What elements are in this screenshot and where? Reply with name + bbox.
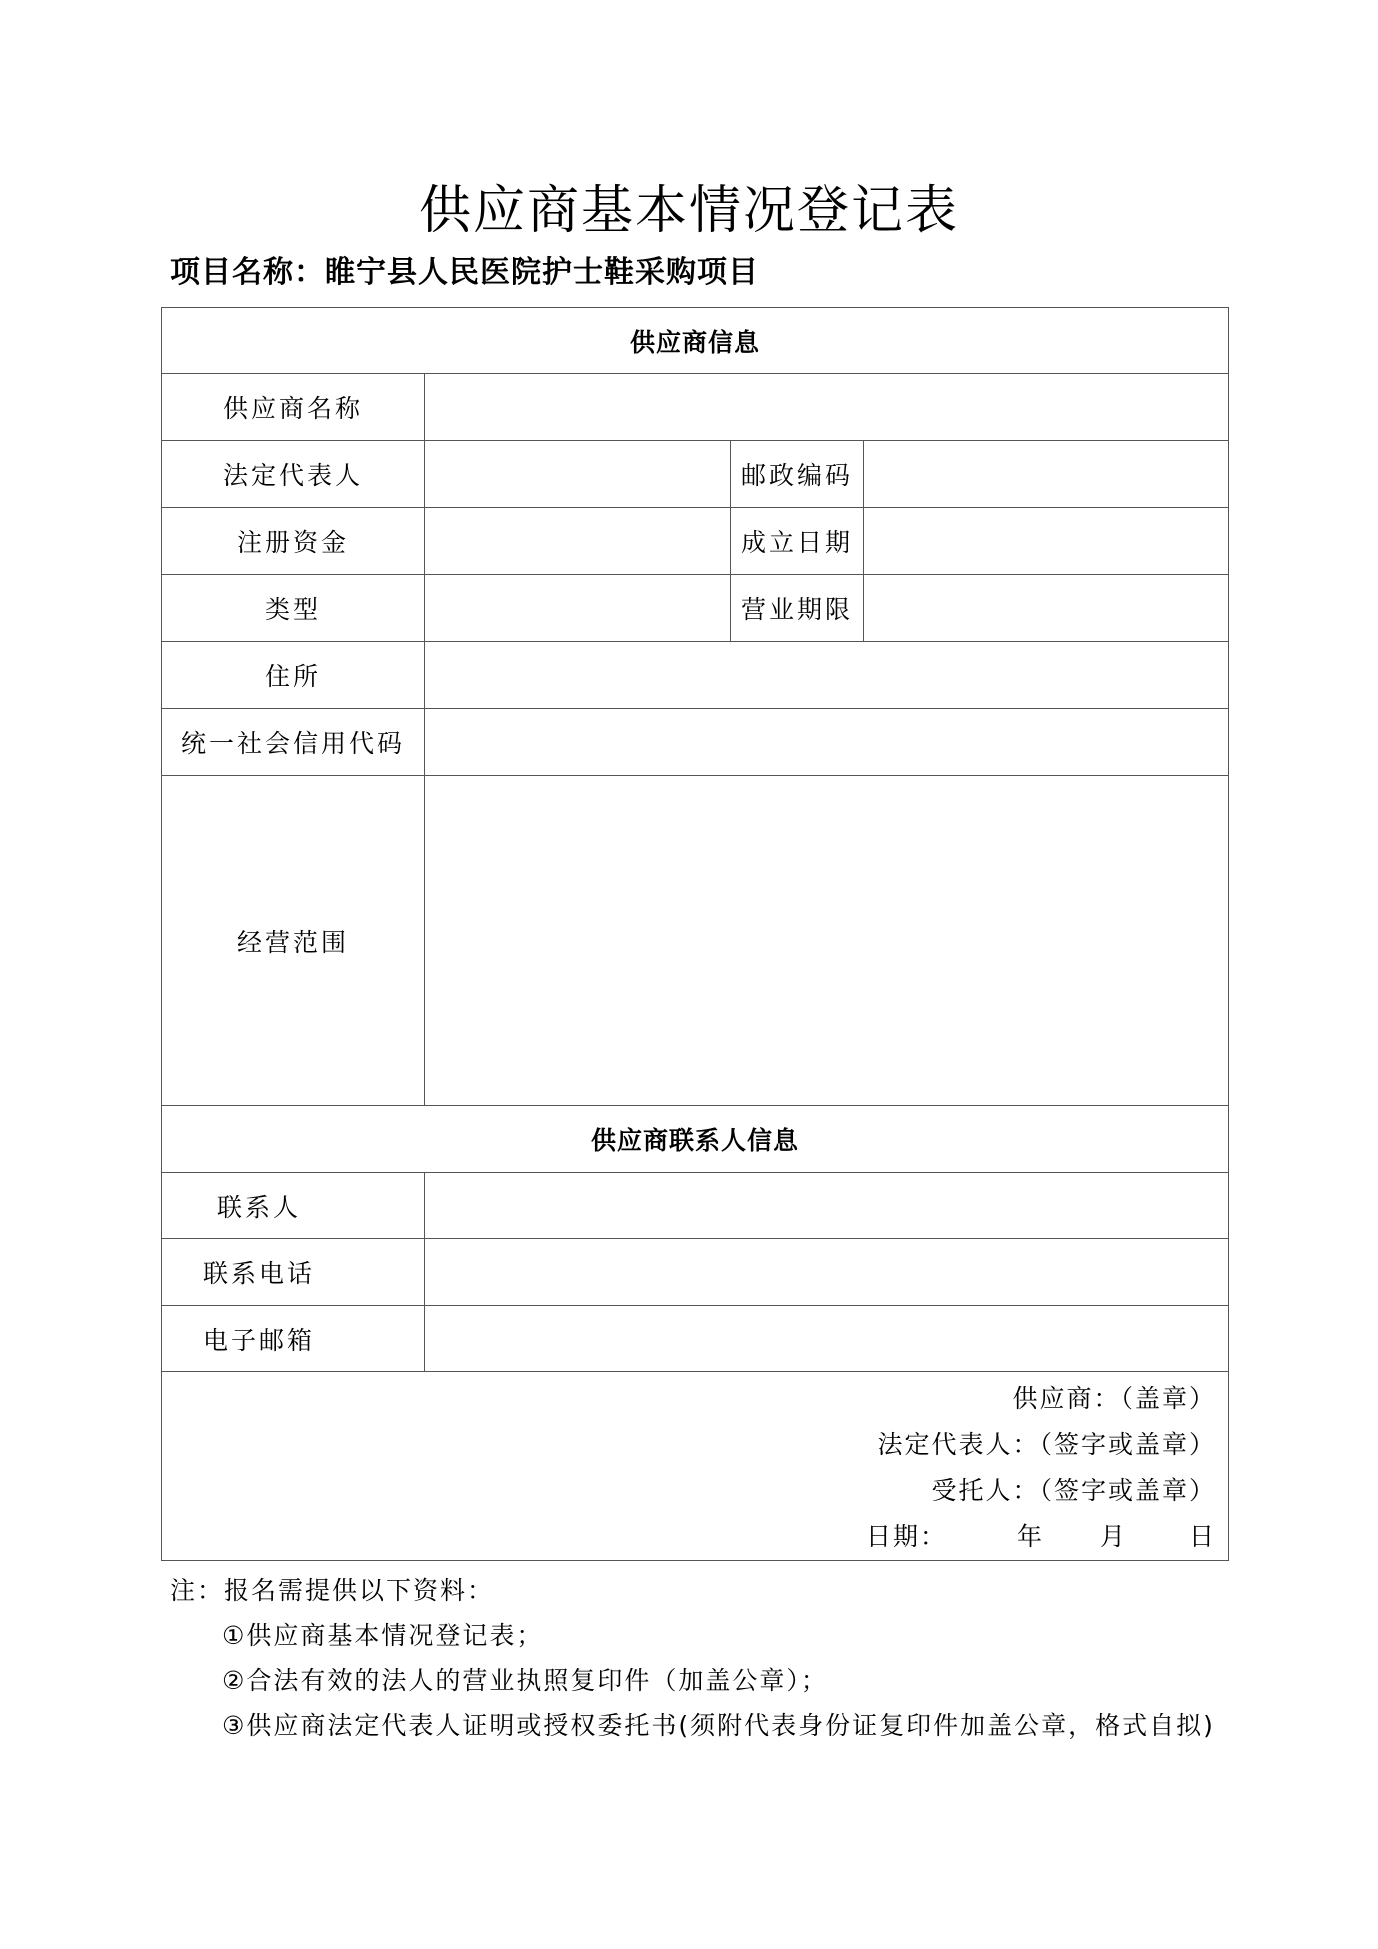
date-line bbox=[162, 1514, 1216, 1560]
date-label: 日期： bbox=[865, 1522, 947, 1551]
project-line bbox=[170, 247, 759, 291]
project-name: 睢宁县人民医院护士鞋采购项目 bbox=[325, 255, 759, 290]
notes-item: ③供应商法定代表人证明或授权委托书(须附代表身份证复印件加盖公章，格式自拟) bbox=[222, 1711, 1215, 1740]
label-legal-rep: 法定代表人 bbox=[162, 441, 425, 508]
postal-code-field[interactable] bbox=[864, 441, 1229, 508]
date-month: 月 bbox=[1099, 1522, 1127, 1551]
supplier-info-header: 供应商信息 bbox=[162, 308, 1229, 374]
contact-info-header: 供应商联系人信息 bbox=[162, 1106, 1229, 1173]
reg-capital-field[interactable] bbox=[425, 508, 731, 575]
notes-item: ②合法有效的法人的营业执照复印件（加盖公章）； bbox=[222, 1666, 828, 1695]
label-contact: 联系人 bbox=[162, 1173, 425, 1239]
label-reg-capital: 注册资金 bbox=[162, 508, 425, 575]
agent-sign-line: 受托人：（签字或盖章） bbox=[931, 1476, 1216, 1505]
supplier-name-field[interactable] bbox=[425, 374, 1229, 441]
credit-code-field[interactable] bbox=[425, 709, 1229, 776]
contact-field[interactable] bbox=[425, 1173, 1229, 1239]
label-address: 住所 bbox=[162, 642, 425, 709]
label-postal-code: 邮政编码 bbox=[731, 441, 864, 508]
supplier-seal-line: 供应商：（盖章） bbox=[1012, 1384, 1216, 1413]
phone-field[interactable] bbox=[425, 1239, 1229, 1306]
legal-rep-field[interactable] bbox=[425, 441, 731, 508]
est-date-field[interactable] bbox=[864, 508, 1229, 575]
type-field[interactable] bbox=[425, 575, 731, 642]
notes-intro: 注：报名需提供以下资料： bbox=[170, 1576, 495, 1605]
signature-block bbox=[162, 1372, 1229, 1561]
label-est-date: 成立日期 bbox=[731, 508, 864, 575]
label-type: 类型 bbox=[162, 575, 425, 642]
label-supplier-name: 供应商名称 bbox=[162, 374, 425, 441]
registration-table bbox=[161, 307, 1229, 1561]
project-label: 项目名称： bbox=[170, 255, 325, 290]
page-title: 供应商基本情况登记表 bbox=[418, 181, 959, 241]
email-field[interactable] bbox=[425, 1306, 1229, 1372]
label-credit-code: 统一社会信用代码 bbox=[162, 709, 425, 776]
business-term-field[interactable] bbox=[864, 575, 1229, 642]
date-year: 年 bbox=[1016, 1522, 1044, 1551]
notes-item: ①供应商基本情况登记表； bbox=[222, 1621, 544, 1650]
legal-rep-sign-line: 法定代表人：（签字或盖章） bbox=[877, 1430, 1216, 1459]
date-day: 日 bbox=[1188, 1522, 1216, 1551]
label-email: 电子邮箱 bbox=[162, 1306, 425, 1372]
label-business-scope: 经营范围 bbox=[162, 776, 425, 1106]
notes bbox=[170, 1568, 1230, 1748]
business-scope-field[interactable] bbox=[425, 776, 1229, 1106]
label-phone: 联系电话 bbox=[162, 1239, 425, 1306]
label-business-term: 营业期限 bbox=[731, 575, 864, 642]
address-field[interactable] bbox=[425, 642, 1229, 709]
